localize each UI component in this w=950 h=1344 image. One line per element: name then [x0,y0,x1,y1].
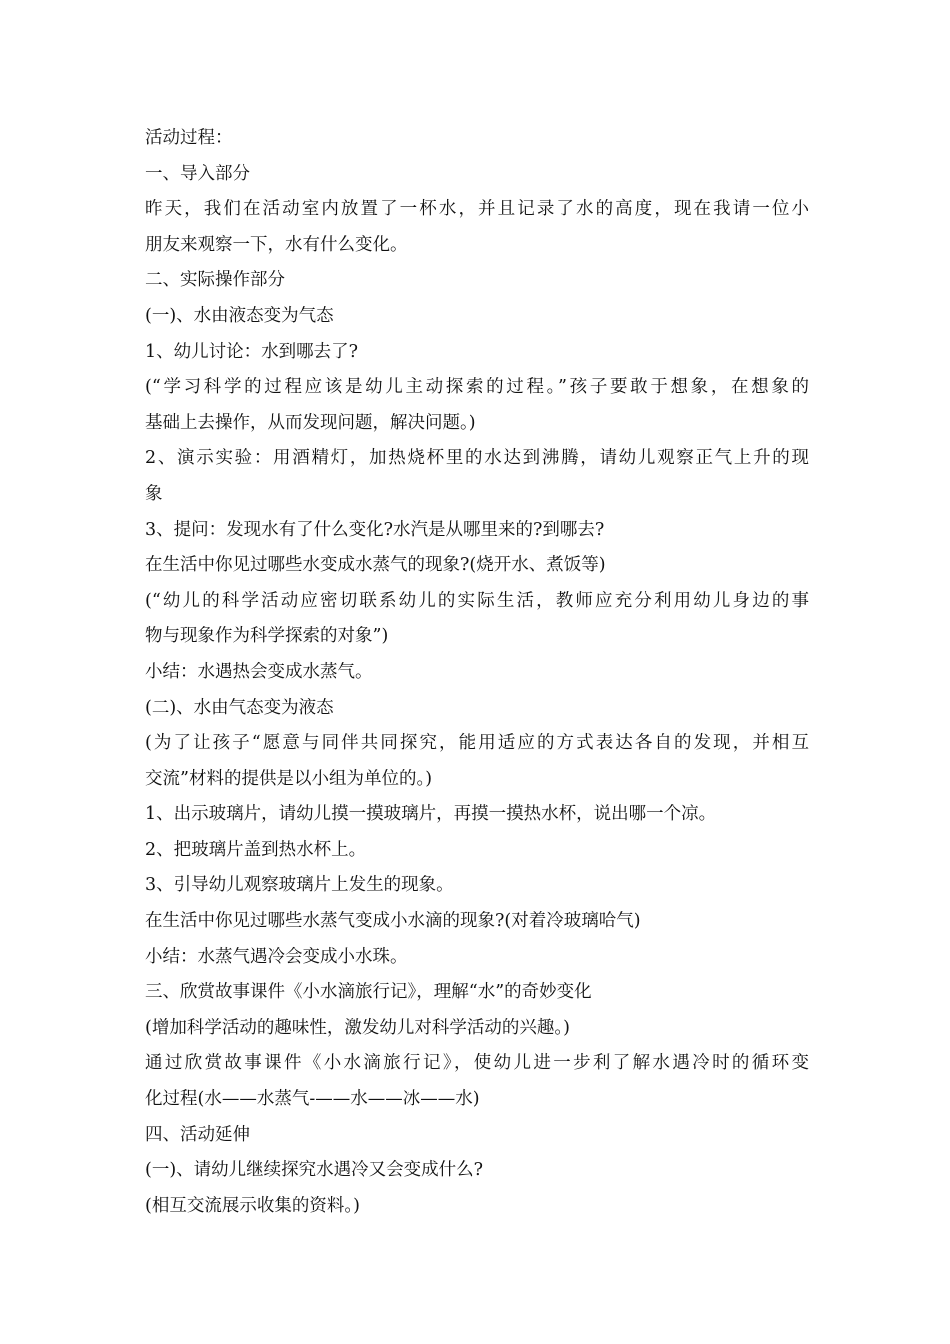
list-item: 1、出示玻璃片，请幼儿摸一摸玻璃片，再摸一摸热水杯，说出哪一个凉。 [145,804,717,825]
paragraph-line: 物与现象作为科学探索的对象”) [145,626,389,647]
paragraph-line: 交流”材料的提供是以小组为单位的。) [145,768,433,789]
paragraph-line: 在生活中你见过哪些水变成水蒸气的现象?(烧开水、煮饭等) [145,555,606,576]
heading-3: 三、欣赏故事课件《小水滴旅行记》，理解“水”的奇妙变化 [145,982,592,1003]
paragraph-line: (相互交流展示收集的资料。) [145,1195,360,1216]
list-item: 2、演示实验：用酒精灯，加热烧杯里的水达到沸腾，请幼儿观察正气上升的现 [145,448,809,469]
summary-line: 小结：水遇热会变成水蒸气。 [145,661,373,682]
list-item: 1、幼儿讨论：水到哪去了? [145,341,359,362]
list-item: 3、提问：发现水有了什么变化?水汽是从哪里来的?到哪去? [145,519,605,540]
section-label: 活动过程： [145,128,233,148]
summary-line: 小结：水蒸气遇冷会变成小水珠。 [145,946,408,967]
heading-4: 四、活动延伸 [145,1124,250,1145]
subheading: (一)、水由液态变为气态 [145,305,334,326]
paragraph-line: (“幼儿的科学活动应密切联系幼儿的实际生活，教师应充分利用幼儿身边的事 [145,590,809,611]
paragraph-line: (为了让孩子“愿意与同伴共同探究，能用适应的方式表达各自的发现，并相互 [145,733,809,754]
list-item: 2、把玻璃片盖到热水杯上。 [145,839,367,860]
paragraph-line: 在生活中你见过哪些水蒸气变成小水滴的现象?(对着冷玻璃哈气) [145,911,641,932]
heading-1: 一、导入部分 [145,163,250,184]
paragraph-line: (增加科学活动的趣味性，激发幼儿对科学活动的兴趣。) [145,1017,570,1038]
paragraph-line: 朋友来观察一下，水有什么变化。 [145,234,408,255]
heading-2: 二、实际操作部分 [145,270,285,291]
document-body [145,121,809,1224]
paragraph-line: (“学习科学的过程应该是幼儿主动探索的过程。”孩子要敢于想象，在想象的 [145,377,809,398]
subheading: (一)、请幼儿继续探究水遇冷又会变成什么? [145,1160,484,1181]
paragraph-line: 昨天，我们在活动室内放置了一杯水，并且记录了水的高度，现在我请一位小 [145,199,809,220]
paragraph-line: 象 [145,483,163,504]
subheading: (二)、水由气态变为液态 [145,697,334,718]
list-item: 3、引导幼儿观察玻璃片上发生的现象。 [145,875,454,896]
paragraph-line: 通过欣赏故事课件《小水滴旅行记》，使幼儿进一步利了解水遇冷时的循环变 [145,1053,809,1074]
paragraph-line: 基础上去操作，从而发现问题，解决问题。) [145,412,476,433]
paragraph-line: 化过程(水——水蒸气-——水——冰——水) [145,1089,480,1110]
